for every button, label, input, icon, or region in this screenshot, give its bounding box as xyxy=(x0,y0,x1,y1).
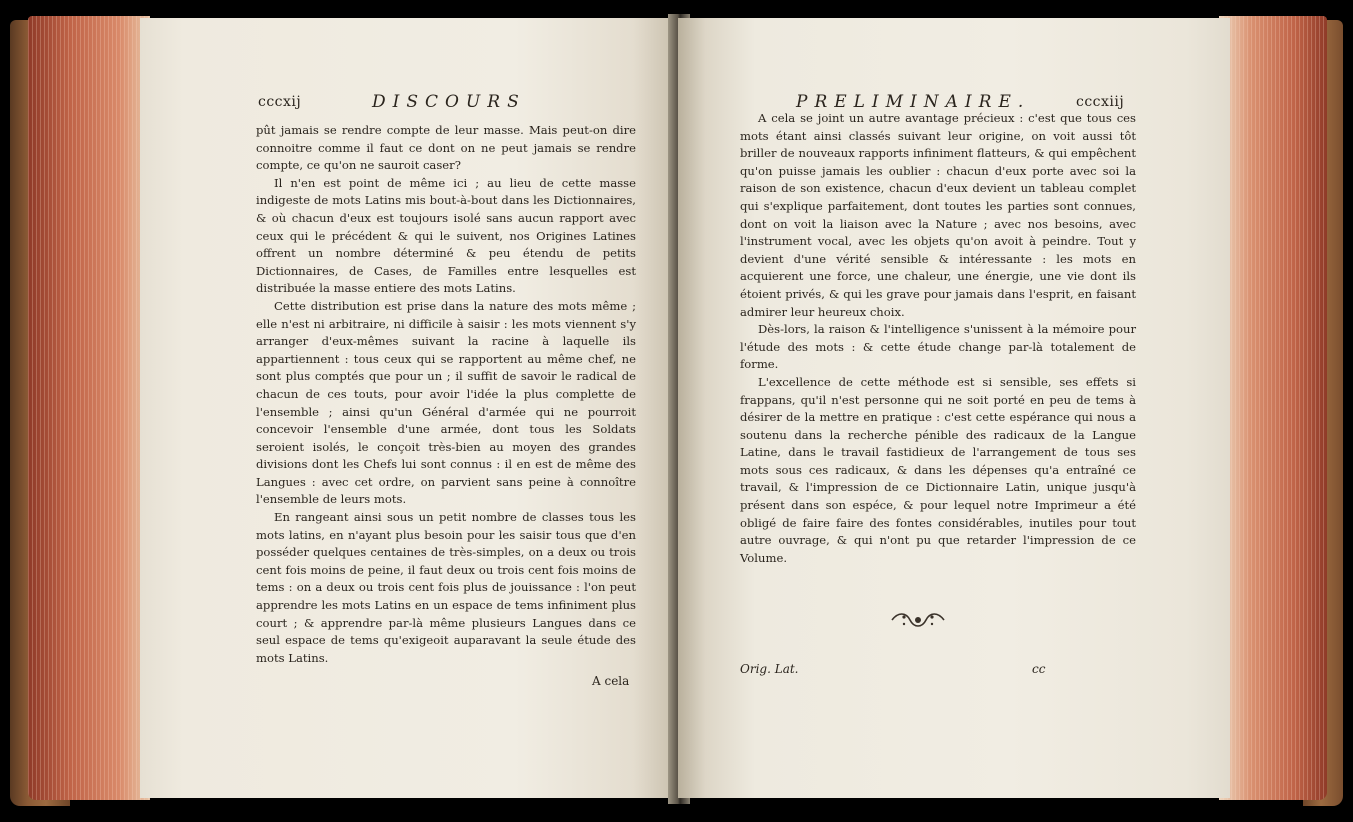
left-running-title xyxy=(372,92,526,112)
paragraph: L'excellence de cette méthode est si sensible, ses effets si frappans, qu'il n'est personne qui ne soit porté en peu de tems à désirer de la mettre en pratique : c'est cette espérance qui nous a soutenu dans la recherche pénible des radicaux de la Langue Latine, dans le travail fastidieux de l'arrangement de tous ses mots sous ces radicaux, & dans les dépenses qu'a entraîné ce travail, & l'impression de ce Dictionnaire Latin, unique jusqu'à présent dans son espéce, & pour lequel notre Imprimeur a été obligé de faire faire des fontes considérables, inutiles pour tout autre ouvrage, & qui n'ont pu que retarder l'impression de ce Volume. xyxy=(740,374,1136,565)
fleuron-ornament-icon xyxy=(888,610,948,630)
right-catchword: cc xyxy=(1032,662,1046,676)
right-title: PRELIMINAIRE. xyxy=(796,92,1031,112)
paragraph: Dès-lors, la raison & l'intelligence s'unissent à la mémoire pour l'étude des mots : & cette étude change par-là totalement de forme. xyxy=(740,322,1136,372)
right-running-title xyxy=(796,92,1030,112)
open-book xyxy=(6,14,1347,814)
paragraph: Il n'en est point de même ici ; au lieu de cette masse indigeste de mots Latins mis bout-à-bout dans les Dictionnaires, & où chacun d'eux est toujours isolé sans aucun rapport avec ceux qui le précédent & qui le suivent, nos Origines Latines offrent un nombre déterminé & peu étendu de petits Dictionnaires, de Cases, de Familles entre lesquelles est distribuée la masse entiere des mots Latins. xyxy=(256,175,636,296)
paragraph: En rangeant ainsi sous un petit nombre de classes tous les mots latins, en n'ayant plus besoin pour les saisir tous que d'en posséder quelques centaines de très-simples, on a deux ou trois cent fois moins de peine, il faut deux ou trois cent fois moins de tems : on a deux ou trois cent fois plus de jouissance : l'on peut apprendre les mots Latins en un espace de tems infiniment plus court ; & apprendre par-là même plusieurs Langues dans ce seul espace de tems qu'exigeoit auparavant la seule étude des mots Latins. xyxy=(256,510,636,665)
paragraph: A cela se joint un autre avantage précieux : c'est que tous ces mots étant ainsi classés suivant leur origine, on voit aussi tôt briller de nouveaux rapports infiniment flatteurs, & qui empêchent qu'on puisse jamais les oublier : chacun d'eux porte avec soi la raison de son existence, chacun d'eux devient un tableau complet qui s'explique parfaitement, dont toutes les parties sont connues, dont on voit la liaison avec la Nature ; avec nos besoins, avec l'instrument vocal, avec les objets qu'on avoit à peindre. Tout y devient d'une vérité sensible & intéressante : les mots en acquierent une force, une chaleur, une énergie, une vie dont ils étoient privés, & qui les grave pour jamais dans l'esprit, en faisant admirer leur heureux choix. xyxy=(740,111,1136,319)
left-catchword: A cela xyxy=(592,674,630,688)
paragraph: pût jamais se rendre compte de leur masse. Mais peut-on dire connoitre comme il faut ce dont on ne peut jamais se rendre compte, ce qu'on ne sauroit caser? xyxy=(256,123,636,173)
right-text-block xyxy=(740,110,1136,567)
page-edges-right xyxy=(1219,16,1327,800)
right-running-head xyxy=(1076,92,1124,110)
right-page xyxy=(678,18,1230,798)
right-folio: cccxiij xyxy=(1076,94,1125,110)
signature-mark: Orig. Lat. xyxy=(740,662,799,676)
left-folio: cccxij xyxy=(258,94,302,110)
page-edges-left xyxy=(28,16,150,800)
left-text-block xyxy=(256,122,636,667)
left-page xyxy=(140,18,676,798)
left-title: DISCOURS xyxy=(372,92,526,112)
paragraph: Cette distribution est prise dans la nature des mots même ; elle n'est ni arbitraire, ni difficile à saisir : les mots viennent s'y arranger d'eux-mêmes suivant la racine à laquelle ils appartiennent : tous ceux qui se rapportent au même chef, ne sont plus comptés que pour un ; il suffit de savoir le radical de chacun de ces touts, pour avoir l'idée la plus complette de l'ensemble ; ainsi qu'un Général d'armée qui ne pourroit concevoir l'ensemble d'une armée, dont tous les Soldats seroient isolés, le conçoit très-bien au moyen des grandes divisions dont les Chefs lui sont connus : il en est de même des Langues : avec cet ordre, on parvient sans peine à connoître l'ensemble de leurs mots. xyxy=(256,298,636,507)
left-running-head xyxy=(258,92,301,110)
